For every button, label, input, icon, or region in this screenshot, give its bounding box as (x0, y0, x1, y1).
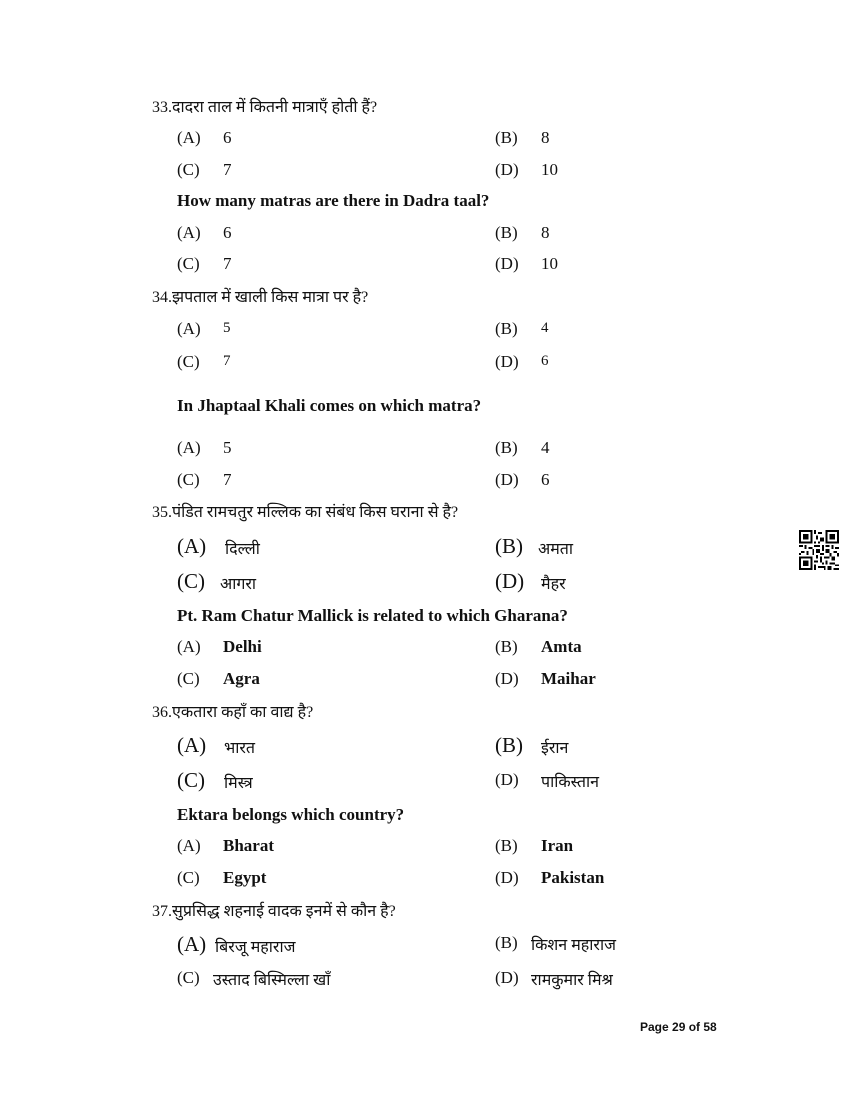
option-text: भारत (224, 740, 256, 757)
option-text: आगरा (220, 576, 257, 593)
option-label: (D) (495, 254, 519, 273)
option-label: (D) (495, 770, 519, 789)
option-label: (A) (177, 128, 201, 147)
option-label: (B) (495, 128, 518, 147)
option-label: (C) (177, 254, 200, 273)
option-text: 6 (541, 470, 550, 489)
option-label: (D) (495, 569, 525, 593)
option-label: (C) (177, 868, 200, 887)
option-text: 7 (223, 254, 232, 273)
option-text: 4 (541, 438, 550, 457)
option-text: 10 (541, 254, 558, 273)
question-36-hindi: 36.एकतारा कहाँ का वाद्य है? (152, 704, 314, 721)
option-text: 4 (541, 320, 549, 336)
option-text: पाकिस्तान (541, 774, 600, 791)
option-text: 7 (223, 160, 232, 179)
option-label: (C) (177, 669, 200, 688)
option-label: (C) (177, 160, 200, 179)
option-label: (A) (177, 438, 201, 457)
option-text: 7 (223, 353, 231, 369)
option-text: Maihar (541, 669, 596, 688)
option-label: (D) (495, 968, 519, 987)
option-label: (A) (177, 534, 207, 558)
option-label: (C) (177, 569, 205, 593)
question-33-hindi: 33.दादरा ताल में कितनी मात्राएँ होती हैं? (152, 99, 378, 116)
option-label: (B) (495, 438, 518, 457)
option-text: ईरान (541, 740, 569, 757)
option-text: 5 (223, 438, 232, 457)
option-label: (C) (177, 352, 200, 371)
option-label: (A) (177, 637, 201, 656)
option-label: (C) (177, 768, 205, 792)
option-text: 6 (541, 353, 549, 369)
option-text: 5 (223, 320, 231, 336)
option-text: Iran (541, 836, 574, 855)
option-label: (C) (177, 470, 200, 489)
option-text: रामकुमार मिश्र (531, 972, 613, 989)
option-label: (B) (495, 534, 523, 558)
option-text: 7 (223, 470, 232, 489)
option-label: (B) (495, 733, 523, 757)
option-label: (B) (495, 637, 518, 656)
option-text: Agra (223, 669, 260, 688)
option-label: (B) (495, 223, 518, 242)
question-35-english: Pt. Ram Chatur Mallick is related to which Gharana? (177, 606, 568, 625)
question-36-english: Ektara belongs which country? (177, 805, 405, 824)
option-label: (A) (177, 733, 207, 757)
option-label: (A) (177, 932, 207, 956)
question-35-hindi: 35.पंडित रामचतुर मल्लिक का संबंध किस घराना से है? (152, 504, 459, 521)
question-37-hindi: 37.सुप्रसिद्ध शहनाई वादक इनमें से कौन है? (152, 903, 396, 920)
question-34-hindi: 34.झपताल में खाली किस मात्रा पर है? (152, 289, 369, 306)
option-text: 8 (541, 128, 550, 147)
option-text: Amta (541, 637, 582, 656)
option-text: किशन महाराज (531, 937, 616, 954)
option-label: (D) (495, 470, 519, 489)
question-33-english: How many matras are there in Dadra taal? (177, 191, 490, 210)
option-label: (D) (495, 669, 519, 688)
option-label: (D) (495, 868, 519, 887)
option-text: बिरजू महाराज (215, 939, 296, 956)
option-label: (D) (495, 160, 519, 179)
option-label: (B) (495, 933, 518, 952)
option-text: Delhi (223, 637, 262, 656)
option-label: (D) (495, 352, 519, 371)
option-label: (A) (177, 836, 201, 855)
option-text: Egypt (223, 868, 267, 887)
option-text: मैहर (541, 576, 566, 593)
option-text: 8 (541, 223, 550, 242)
option-text: मिस्त्र (224, 775, 253, 792)
page-number: Page 29 of 58 (640, 1020, 717, 1034)
question-34-english: In Jhaptaal Khali comes on which matra? (177, 396, 482, 415)
option-text: 6 (223, 128, 232, 147)
option-text: 6 (223, 223, 232, 242)
qr-code-icon (799, 530, 839, 570)
option-label: (A) (177, 319, 201, 338)
option-label: (A) (177, 223, 201, 242)
option-text: 10 (541, 160, 558, 179)
option-label: (B) (495, 319, 518, 338)
option-text: दिल्ली (225, 541, 260, 558)
option-label: (B) (495, 836, 518, 855)
option-text: उस्ताद बिस्मिल्ला खाँ (213, 972, 331, 989)
option-text: Pakistan (541, 868, 605, 887)
option-text: अमता (538, 541, 574, 558)
option-label: (C) (177, 968, 200, 987)
option-text: Bharat (223, 836, 274, 855)
